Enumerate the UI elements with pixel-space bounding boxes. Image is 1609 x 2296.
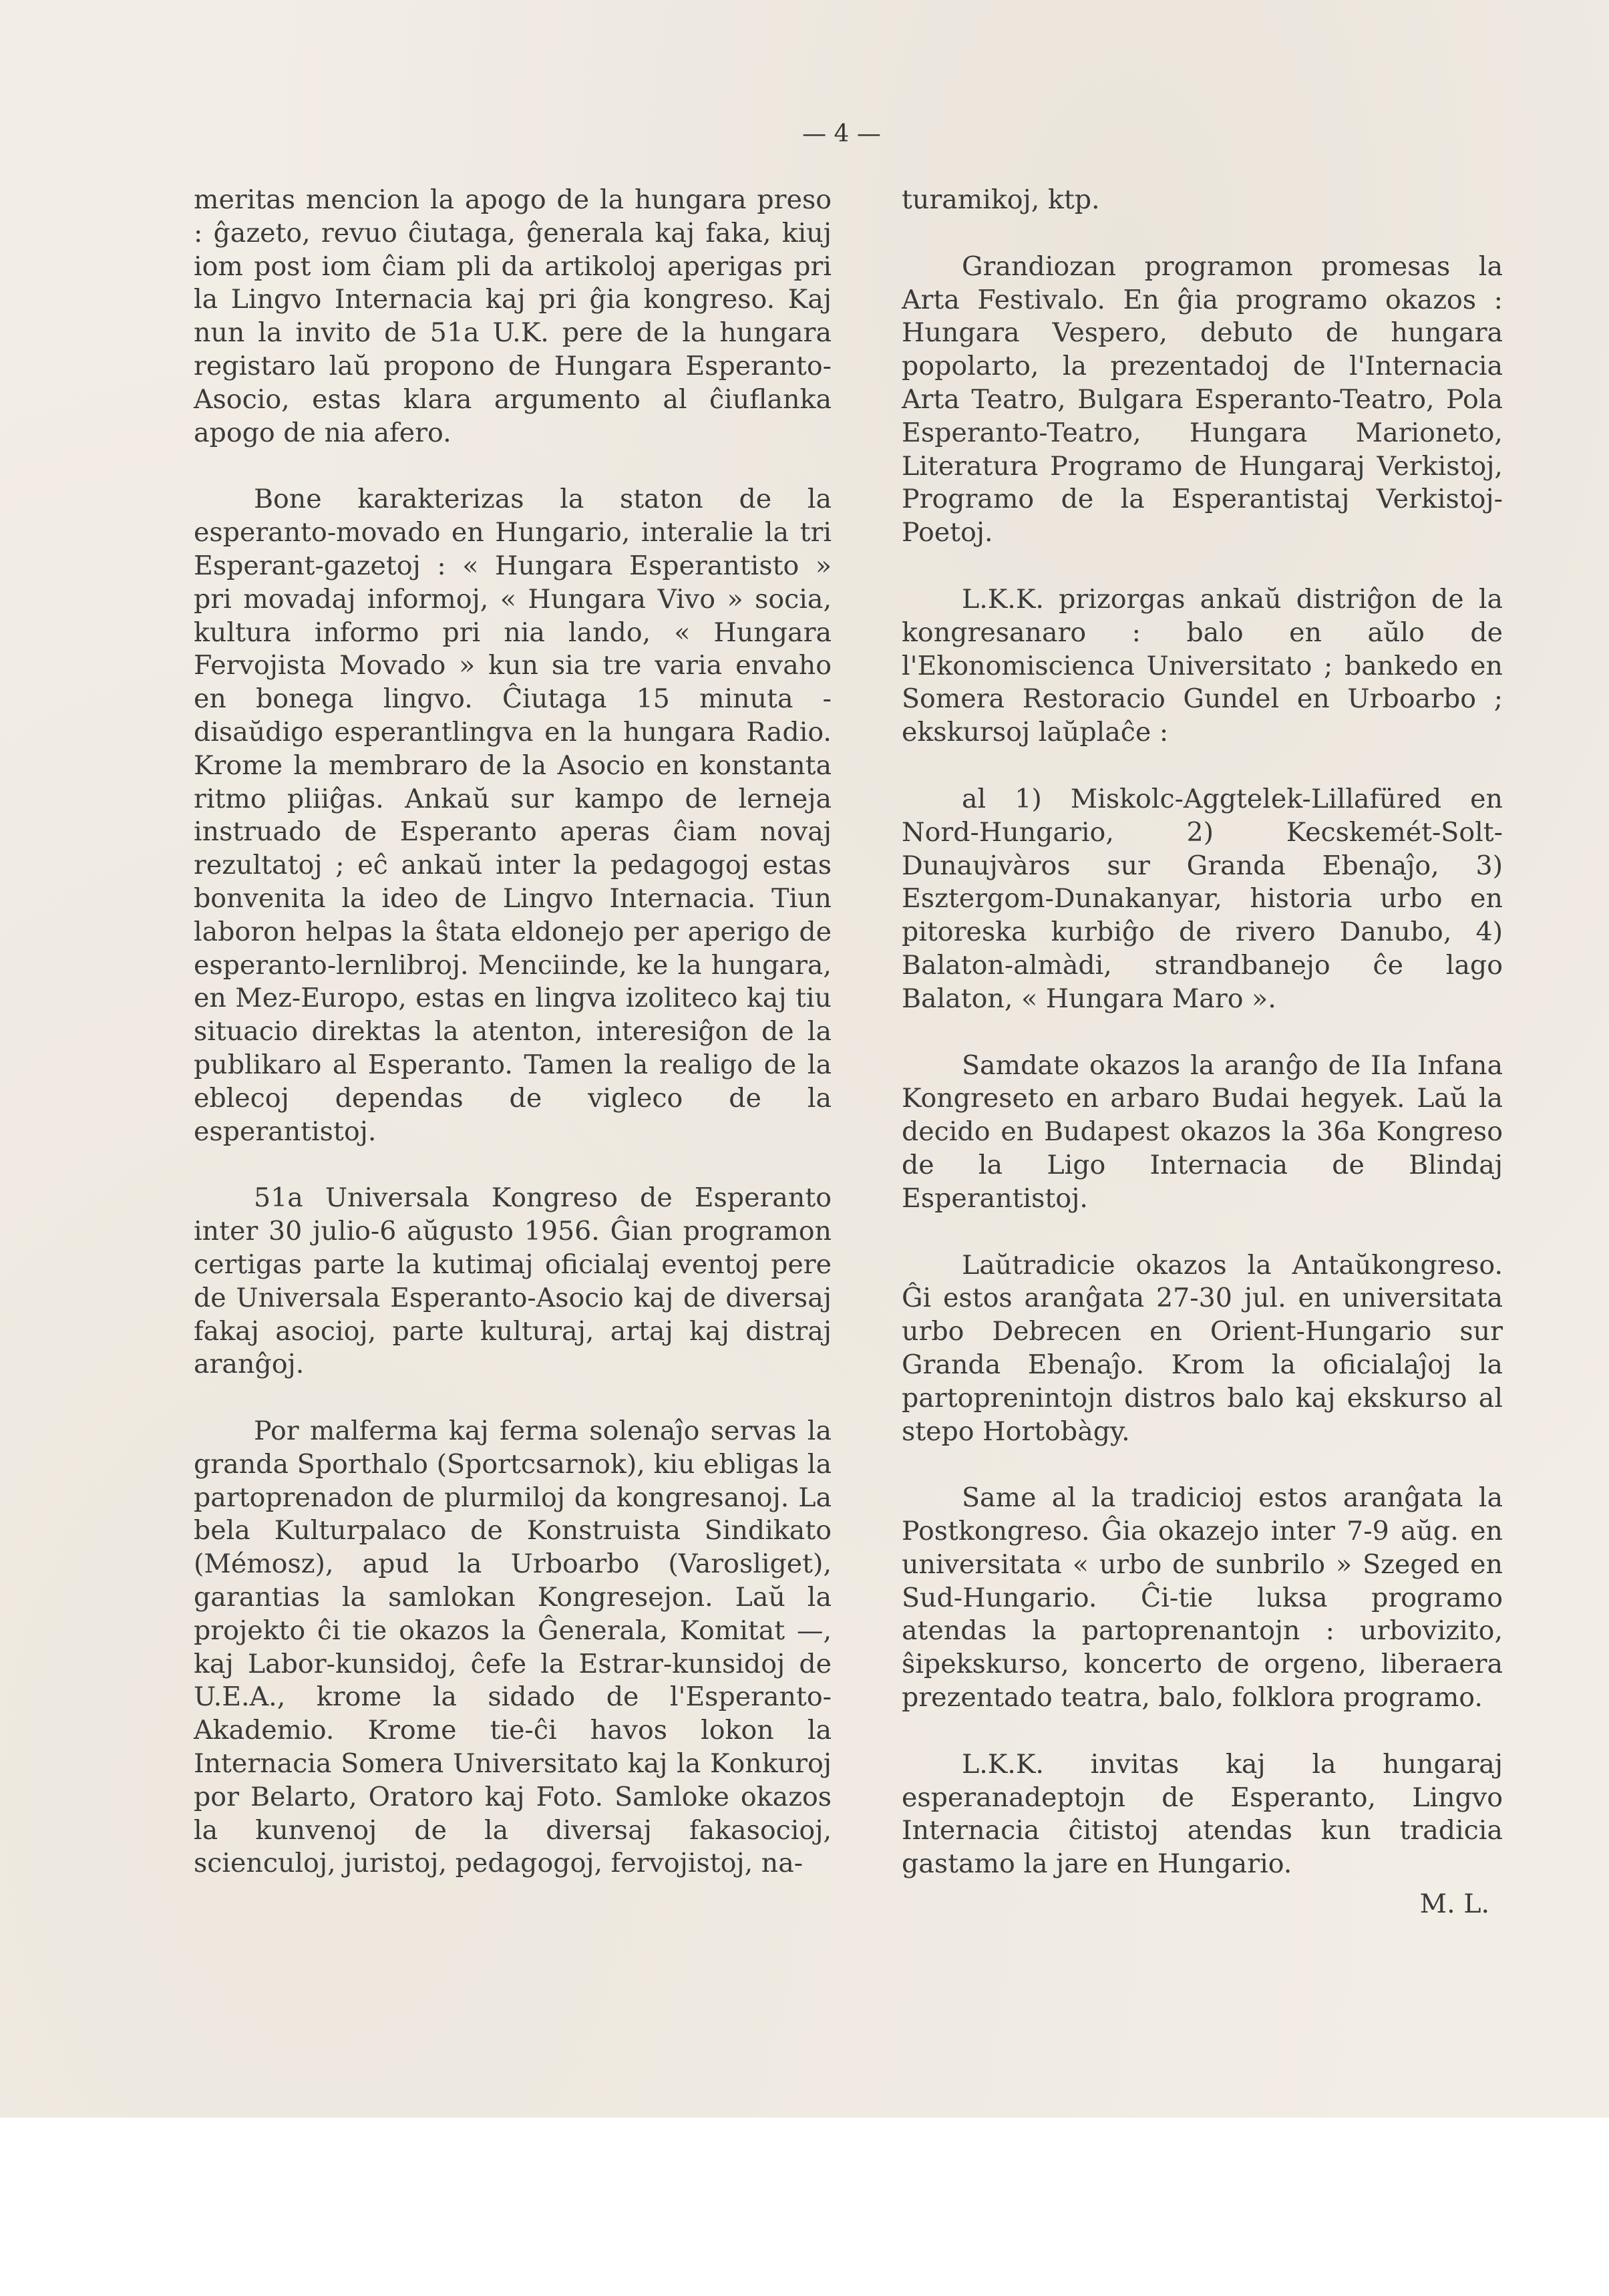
paragraph: Laŭtradicie okazos la Antaŭkongreso. Ĝi estos aranĝata 27-30 jul. en universitata urbo Debrecen en Orient-Hungario sur Granda Ebenaĵo. Krom la oficialaĵoj la partoprenintojn distros balo kaj ekskurso al stepo Hortobàgy. [902, 1249, 1503, 1447]
paragraph: L.K.K. prizorgas ankaŭ distriĝon de la kongresanaro : balo en aŭlo de l'Ekonomiscienca Universitato ; bankedo en Somera Restoracio Gundel en Urboarbo ; ekskursoj laŭplaĉe : [902, 583, 1503, 748]
paragraph: Por malferma kaj ferma solenaĵo servas la granda Sporthalo (Sportcsarnok), kiu ebligas la partoprenadon de plurmiloj da kongresanoj. La bela Kulturpalaco de Konstruista Sindikato (Mémosz), apud la Urboarbo (Varosliget), garantias la samlokan Kongresejon. Laŭ la projekto ĉi tie okazos la Ĝenerala, Komitat —, kaj Labor-kunsidoj, ĉefe la Estrar-kunsidoj de U.E.A., krome la sidado de l'Esperanto-Akademio. Krome tie-ĉi havos lokon la Internacia Somera Universitato kaj la Konkuroj por Belarto, Oratoro kaj Foto. Samloke okazos la kunvenoj de la diversaj fakasocioj, scienculoj, juristoj, pedagogoj, fervojistoj, na- [194, 1416, 832, 1879]
signature: M. L. [1419, 1889, 1489, 1920]
paragraph: meritas mencion la apogo de la hungara preso : ĝazeto, revuo ĉiutaga, ĝenerala kaj faka, kiuj iom post iom ĉiam pli da artikoloj aperigas pri la Lingvo Internacia kaj pri ĝia kongreso. Kaj nun la invito de 51a U.K. pere de la hungara registaro laŭ propono de Hungara Esperanto-Asocio, estas klara argumento al ĉiuflanka apogo de nia afero. [194, 184, 832, 448]
right-column [902, 184, 1503, 1955]
paragraph: Same al la tradicioj estos aranĝata la Postkongreso. Ĝia okazejo inter 7-9 aŭg. en universitata « urbo de sunbrilo » Szeged en Sud-Hungario. Ĉi-tie luksa programo atendas la partoprenantojn : urbovizito, ŝipekskurso, koncerto de orgeno, liberaera prezentado teatra, balo, folklora programo. [902, 1482, 1503, 1713]
paragraph: Samdate okazos la aranĝo de IIa Infana Kongreseto en arbaro Budai hegyek. Laŭ la decido en Budapest okazos la 36a Kongreso de la Ligo Internacia de Blindaj Esperantistoj. [902, 1049, 1503, 1214]
paragraph: 51a Universala Kongreso de Esperanto inter 30 julio-6 aŭgusto 1956. Ĝian programon certigas parte la kutimaj oficialaj eventoj pere de Universala Esperanto-Asocio kaj de diversaj fakaj asocioj, parte kulturaj, artaj kaj distraj aranĝoj. [194, 1182, 832, 1380]
paragraph: L.K.K. invitas kaj la hungaraj esperanadeptojn de Esperanto, Lingvo Internacia ĉitistoj atendas kun tradicia gastamo la jare en Hungario. [902, 1748, 1503, 1880]
paragraph: Grandiozan programon promesas la Arta Festivalo. En ĝia programo okazos : Hungara Vespero, debuto de hungara popolarto, la prezentadoj de l'Internacia Arta Teatro, Bulgara Esperanto-Teatro, Pola Esperanto-Teatro, Hungara Marioneto, Literatura Programo de Hungaraj Verkistoj, Programo de la Esperantistaj Verkistoj-Poetoj. [902, 251, 1503, 548]
paragraph: turamikoj, ktp. [902, 184, 1100, 215]
left-column [194, 184, 832, 1914]
page-number: — 4 — [802, 120, 881, 148]
paragraph: al 1) Miskolc-Aggtelek-Lillafüred en Nord-Hungario, 2) Kecskemét-Solt-Dunaujvàros sur Granda Ebenaĵo, 3) Esztergom-Dunakanyar, historia urbo en pitoreska kurbiĝo de rivero Danubo, 4) Balaton-almàdi, strandbanejo ĉe lago Balaton, « Hungara Maro ». [902, 783, 1503, 1014]
paragraph: Bone karakterizas la staton de la esperanto-movado en Hungario, interalie la tri Esperant-gazetoj : « Hungara Esperantisto » pri movadaj informoj, « Hungara Vivo » socia, kultura informo pri nia lando, « Hungara Fervojista Movado » kun sia tre varia envaho en bonega lingvo. Ĉiutaga 15 minuta - disaŭdigo esperantlingva en la hungara Radio. Krome la membraro de la Asocio en konstanta ritmo pliiĝas. Ankaŭ sur kampo de lerneja instruado de Esperanto aperas ĉiam novaj rezultatoj ; eĉ ankaŭ inter la pedagogoj estas bonvenita la ideo de Lingvo Internacia. Tiun laboron helpas la ŝtata eldonejo per aperigo de esperanto-lernlibroj. Menciinde, ke la hungara, en Mez-Europo, estas en lingva izoliteco kaj tiu situacio direktas la atenton, interesiĝon de la publikaro al Esperanto. Tamen la realigo de la eblecoj dependas de vigleco de la esperantistoj. [194, 484, 832, 1147]
